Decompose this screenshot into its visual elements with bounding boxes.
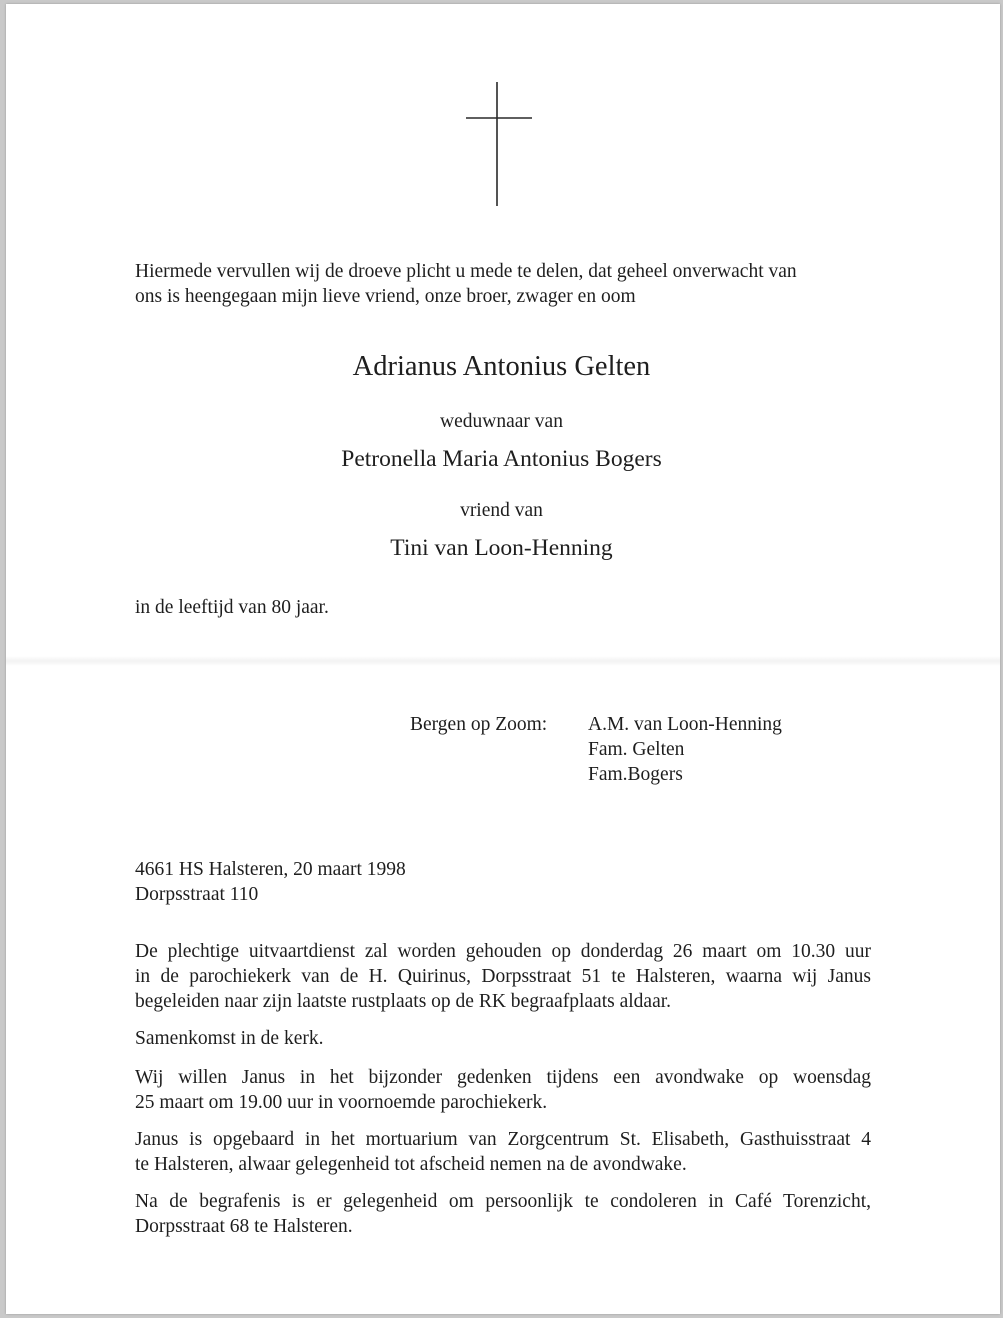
- paragraph-line: Janus is opgebaard in het mortuarium van Zorgcentrum St. Elisabeth, Gasthuisstraat 4: [135, 1129, 871, 1150]
- relation-friend: vriend van: [460, 500, 543, 521]
- age-text: in de leeftijd van 80 jaar.: [135, 597, 329, 618]
- paragraph-vigil: [135, 1065, 871, 1115]
- relation-widower: weduwnaar van: [440, 411, 563, 432]
- spouse-name: Petronella Maria Antonius Bogers: [341, 446, 662, 472]
- paragraph-line: Na de begrafenis is er gelegenheid om persoonlijk te condoleren in Café Torenzicht,: [135, 1191, 871, 1212]
- paragraph-line: De plechtige uitvaartdienst zal worden gehouden op donderdag 26 maart om 10.30 uur: [135, 941, 871, 962]
- paragraph-funeral-service: [135, 939, 871, 1014]
- deceased-name: Adrianus Antonius Gelten: [352, 351, 651, 382]
- family-place: Bergen op Zoom:: [410, 714, 548, 735]
- paragraph-line: Wij willen Janus in het bijzonder gedenken tijdens een avondwake op woensdag: [135, 1067, 871, 1088]
- intro-line-1: Hiermede vervullen wij de droeve plicht u mede te delen, dat geheel onverwacht van: [135, 261, 797, 282]
- family-name-2: Fam. Gelten: [588, 739, 685, 760]
- paragraph-line: in de parochiekerk van de H. Quirinus, Dorpsstraat 51 te Halsteren, waarna wij Janus: [135, 966, 871, 987]
- family-name-1: A.M. van Loon-Henning: [588, 714, 782, 735]
- address-line-2: Dorpsstraat 110: [135, 884, 259, 905]
- intro-line-2: ons is heengegaan mijn lieve vriend, onze broer, zwager en oom: [135, 286, 636, 307]
- paragraph-gathering: Samenkomst in de kerk.: [135, 1028, 324, 1049]
- paper-fold-line: [6, 656, 1000, 666]
- paragraph-laid-out: [135, 1127, 871, 1177]
- family-name-3: Fam.Bogers: [588, 764, 683, 785]
- paragraph-line: 25 maart om 19.00 uur in voornoemde parochiekerk.: [135, 1092, 548, 1113]
- friend-name: Tini van Loon-Henning: [390, 535, 613, 561]
- paragraph-condolences: [135, 1189, 871, 1239]
- paragraph-line: Dorpsstraat 68 te Halsteren.: [135, 1216, 353, 1237]
- address-line-1: 4661 HS Halsteren, 20 maart 1998: [135, 859, 406, 880]
- paragraph-line: te Halsteren, alwaar gelegenheid tot afscheid nemen na de avondwake.: [135, 1154, 687, 1175]
- paragraph-line: begeleiden naar zijn laatste rustplaats op de RK begraafplaats aldaar.: [135, 991, 672, 1012]
- cross-icon: [460, 80, 534, 208]
